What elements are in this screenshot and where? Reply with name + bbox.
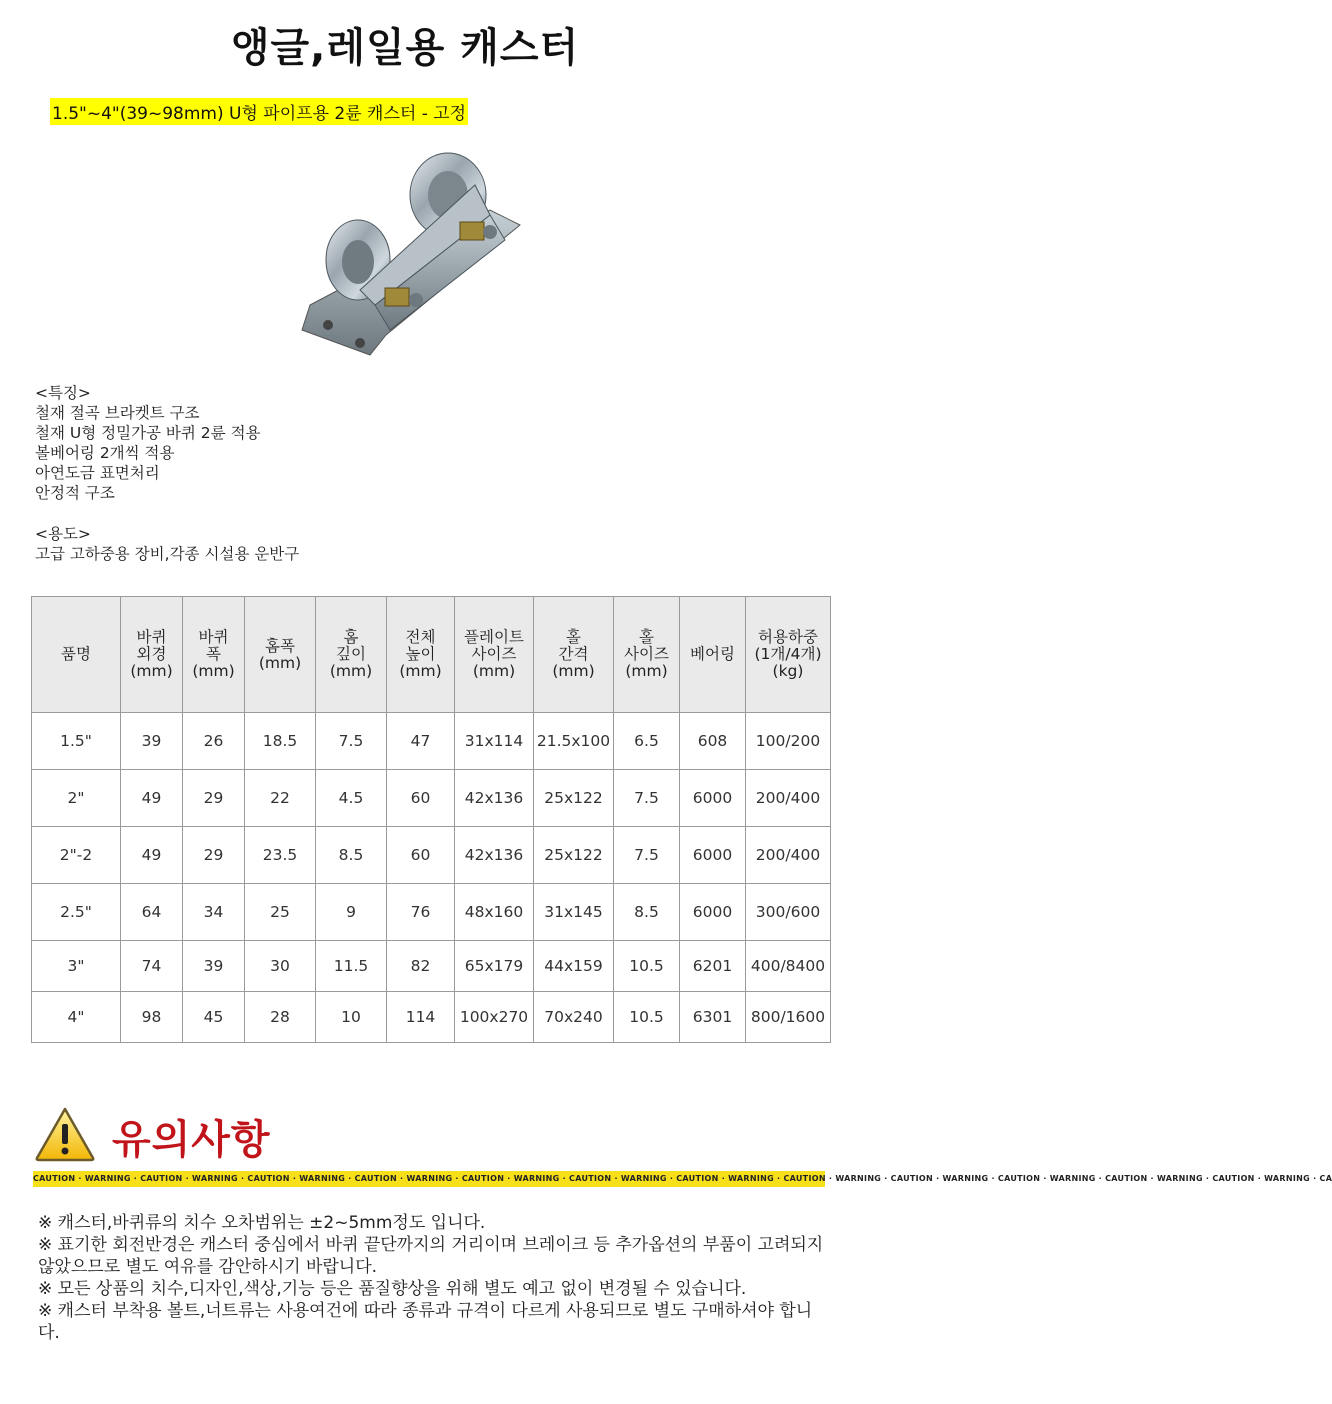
- header-wheel-width: 바퀴 폭 (mm): [183, 597, 245, 713]
- header-product-name: 품명: [32, 597, 121, 713]
- table-cell: 25x122: [534, 827, 614, 884]
- header-groove-depth: 홈 깊이 (mm): [316, 597, 387, 713]
- table-cell: 82: [387, 941, 455, 992]
- table-cell: 8.5: [614, 884, 680, 941]
- table-cell: 1.5": [32, 713, 121, 770]
- table-row: [32, 827, 831, 884]
- table-cell: 39: [121, 713, 183, 770]
- header-groove-width: 홈폭 (mm): [245, 597, 316, 713]
- table-cell: 200/400: [746, 770, 831, 827]
- usage-section: [35, 524, 299, 564]
- spec-table: [31, 596, 831, 1043]
- table-cell: 45: [183, 992, 245, 1043]
- table-cell: 26: [183, 713, 245, 770]
- table-cell: 29: [183, 770, 245, 827]
- header-bearing: 베어링: [680, 597, 746, 713]
- caution-note: ※ 캐스터,바퀴류의 치수 오차범위는 ±2~5mm정도 입니다.: [38, 1213, 486, 1233]
- table-cell: 7.5: [614, 770, 680, 827]
- table-cell: 3": [32, 941, 121, 992]
- table-cell: 4.5: [316, 770, 387, 827]
- usage-text: 고급 고하중용 장비,각종 시설용 운반구: [35, 545, 300, 563]
- feature-item: 볼베어링 2개씩 적용: [35, 444, 175, 462]
- table-cell: 28: [245, 992, 316, 1043]
- table-cell: 6000: [680, 770, 746, 827]
- caution-note: ※ 표기한 회전반경은 캐스터 중심에서 바퀴 끝단까지의 거리이며 브레이크 등 추가옵션의 부품이 고려되지 않았으므로 별도 여유를 감안하시기 바랍니다.: [38, 1235, 824, 1277]
- table-row: [32, 770, 831, 827]
- page-title: 앵글,레일용 캐스터: [230, 25, 580, 71]
- table-cell: 6000: [680, 884, 746, 941]
- table-cell: 2.5": [32, 884, 121, 941]
- table-cell: 7.5: [316, 713, 387, 770]
- table-cell: 49: [121, 827, 183, 884]
- table-cell: 4": [32, 992, 121, 1043]
- table-cell: 65x179: [455, 941, 534, 992]
- table-cell: 34: [183, 884, 245, 941]
- table-cell: 10.5: [614, 941, 680, 992]
- table-cell: 47: [387, 713, 455, 770]
- usage-heading: <용도>: [35, 525, 91, 543]
- caution-title: 유의사항: [112, 1117, 271, 1163]
- header-hole-size: 홀 사이즈 (mm): [614, 597, 680, 713]
- table-cell: 400/8400: [746, 941, 831, 992]
- table-cell: 800/1600: [746, 992, 831, 1043]
- table-cell: 60: [387, 770, 455, 827]
- table-row: [32, 992, 831, 1043]
- table-cell: 64: [121, 884, 183, 941]
- table-cell: 8.5: [316, 827, 387, 884]
- caster-product-image: [290, 140, 540, 370]
- table-cell: 23.5: [245, 827, 316, 884]
- table-header-row: [32, 597, 831, 713]
- table-cell: 6301: [680, 992, 746, 1043]
- table-cell: 9: [316, 884, 387, 941]
- table-cell: 100/200: [746, 713, 831, 770]
- header-plate-size: 플레이트 사이즈 (mm): [455, 597, 534, 713]
- feature-item: 철재 U형 정밀가공 바퀴 2륜 적용: [35, 424, 261, 442]
- table-row: [32, 941, 831, 992]
- table-cell: 22: [245, 770, 316, 827]
- table-cell: 6201: [680, 941, 746, 992]
- table-cell: 100x270: [455, 992, 534, 1043]
- table-cell: 10: [316, 992, 387, 1043]
- table-cell: 11.5: [316, 941, 387, 992]
- table-cell: 29: [183, 827, 245, 884]
- features-heading: <특징>: [35, 384, 91, 402]
- warning-triangle-icon: [34, 1106, 96, 1162]
- table-cell: 42x136: [455, 770, 534, 827]
- feature-item: 아연도금 표면처리: [35, 464, 160, 482]
- feature-item: 안정적 구조: [35, 484, 115, 502]
- table-row: [32, 713, 831, 770]
- table-cell: 48x160: [455, 884, 534, 941]
- table-cell: 7.5: [614, 827, 680, 884]
- table-cell: 31x145: [534, 884, 614, 941]
- table-cell: 6.5: [614, 713, 680, 770]
- table-cell: 60: [387, 827, 455, 884]
- features-section: [35, 383, 261, 503]
- feature-item: 철재 절곡 브라켓트 구조: [35, 404, 200, 422]
- header-hole-spacing: 홀 간격 (mm): [534, 597, 614, 713]
- table-cell: 200/400: [746, 827, 831, 884]
- caution-notes: [38, 1212, 828, 1344]
- table-cell: 42x136: [455, 827, 534, 884]
- table-row: [32, 884, 831, 941]
- table-cell: 608: [680, 713, 746, 770]
- table-cell: 2"-2: [32, 827, 121, 884]
- table-cell: 44x159: [534, 941, 614, 992]
- table-cell: 31x114: [455, 713, 534, 770]
- table-cell: 114: [387, 992, 455, 1043]
- header-load-capacity: 허용하중 (1개/4개) (kg): [746, 597, 831, 713]
- table-cell: 74: [121, 941, 183, 992]
- caution-band: CAUTION · WARNING · CAUTION · WARNING · CAUTION · WARNING · CAUTION · WARNING · CAUTION · WARNING · CAUTION · WARNING · CAUTION · WARNING · CAUTION · WARNING · CAUTION · WARNING · CAUTION · WARNING · CAUTION · WARNING · CAUTION · WARNING · CA: [33, 1171, 825, 1187]
- table-cell: 6000: [680, 827, 746, 884]
- table-cell: 25x122: [534, 770, 614, 827]
- table-cell: 25: [245, 884, 316, 941]
- table-cell: 49: [121, 770, 183, 827]
- header-total-height: 전체 높이 (mm): [387, 597, 455, 713]
- table-cell: 18.5: [245, 713, 316, 770]
- table-cell: 39: [183, 941, 245, 992]
- table-cell: 2": [32, 770, 121, 827]
- table-cell: 30: [245, 941, 316, 992]
- table-cell: 300/600: [746, 884, 831, 941]
- caution-note: ※ 캐스터 부착용 볼트,너트류는 사용여건에 따라 종류과 규격이 다르게 사용되므로 별도 구매하셔야 합니다.: [38, 1301, 813, 1343]
- caution-note: ※ 모든 상품의 치수,디자인,색상,기능 등은 품질향상을 위해 별도 예고 없이 변경될 수 있습니다.: [38, 1279, 747, 1299]
- table-cell: 98: [121, 992, 183, 1043]
- header-wheel-diameter: 바퀴 외경 (mm): [121, 597, 183, 713]
- product-subtitle: 1.5"~4"(39~98mm) U형 파이프용 2륜 캐스터 - 고정: [50, 98, 468, 125]
- table-cell: 76: [387, 884, 455, 941]
- table-cell: 21.5x100: [534, 713, 614, 770]
- table-cell: 70x240: [534, 992, 614, 1043]
- table-cell: 10.5: [614, 992, 680, 1043]
